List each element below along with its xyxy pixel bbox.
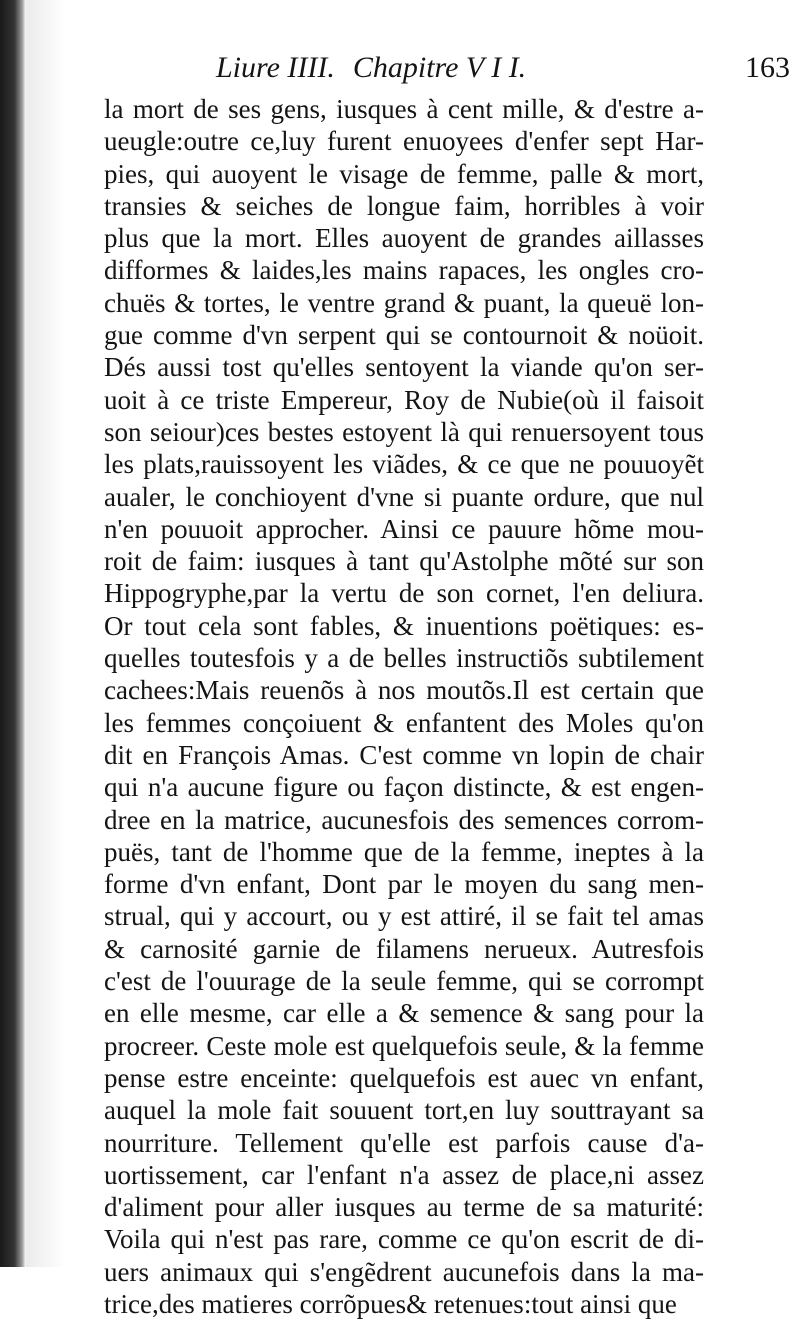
text-line: les femmes conçoiuent & enfantent des Moles qu'on — [104, 707, 704, 738]
text-line: quelles toutesfois y a de belles instructiõs subtilement — [104, 643, 704, 674]
binding-shadow — [26, 0, 66, 1267]
text-line: transies & seiches de longue faim, horribles à voir — [104, 190, 704, 221]
text-line: Dés aussi tost qu'elles sentoyent la viande qu'on ser- — [104, 352, 704, 383]
running-title — [216, 48, 526, 88]
text-line: c'est de l'ouurage de la seule femme, qui se corrompt — [104, 966, 704, 997]
text-line: procreer. Ceste mole est quelquefois seule, & la femme — [104, 1030, 704, 1061]
text-line: dit en François Amas. C'est comme vn lopin de chair — [104, 739, 704, 770]
text-line: & carnosité garnie de filamens nerueux. Autresfois — [104, 933, 704, 964]
text-line: uortissement, car l'enfant n'a assez de place,ni assez — [104, 1159, 704, 1190]
text-line: plus que la mort. Elles auoyent de grandes aillasses — [104, 223, 704, 254]
text-line: n'en pouuoit approcher. Ainsi ce pauure hõme mou- — [104, 513, 704, 544]
text-line: qui n'a aucune figure ou façon distincte, & est engen- — [104, 772, 704, 803]
binding-edge — [0, 0, 26, 1267]
chapter-label: Chapitre V I I. — [352, 51, 527, 84]
text-line: la mort de ses gens, iusques à cent mille, & d'estre a- — [104, 94, 704, 124]
text-line: gue comme d'vn serpent qui se contournoit & noüoit. — [104, 320, 704, 351]
text-line: uers animaux qui s'engẽdrent aucunefois dans la ma- — [104, 1256, 704, 1287]
text-line: trice,des matieres corrõpues& retenues:tout ainsi que — [104, 1288, 677, 1319]
text-line: chuës & tortes, le ventre grand & puant, la queuë lon- — [104, 287, 704, 318]
text-line: Voila qui n'est pas rare, comme ce qu'on escrit de di- — [104, 1224, 704, 1255]
text-line: pies, qui auoyent le visage de femme, palle & mort, — [104, 158, 704, 189]
text-line: pense estre enceinte: quelquefois est auec vn enfant, — [104, 1062, 704, 1093]
text-line: Or tout cela sont fables, & inuentions poëtiques: es- — [104, 610, 704, 641]
text-line: les plats,rauissoyent les viãdes, & ce que ne pouuoyẽt — [104, 449, 704, 480]
running-header — [104, 48, 796, 88]
text-line: cachees:Mais reuenõs à nos moutõs.Il est certain que — [104, 675, 704, 706]
text-line: auquel la mole fait souuent tort,en luy souttrayant sa — [104, 1095, 704, 1126]
text-line: en elle mesme, car elle a & semence & sang pour la — [104, 998, 704, 1029]
text-line: forme d'vn enfant, Dont par le moyen du sang men- — [104, 869, 704, 900]
text-line: roit de faim: iusques à tant qu'Astolphe mõté sur son — [104, 546, 704, 577]
book-label: Liure IIII. — [216, 51, 335, 84]
text-line: nourriture. Tellement qu'elle est parfois cause d'a- — [104, 1127, 704, 1158]
text-line: ueugle:outre ce,luy furent enuoyees d'enfer sept Har- — [104, 126, 704, 157]
text-line: puës, tant de l'homme que de la femme, ineptes à la — [104, 836, 704, 867]
text-line: uoit à ce triste Empereur, Roy de Nubie(où il faisoit — [104, 384, 704, 415]
text-line: d'aliment pour aller iusques au terme de sa maturité: — [104, 1192, 704, 1223]
text-line: Hippogryphe,par la vertu de son cornet, l'en deliura. — [104, 578, 704, 609]
text-line: aualer, le conchioyent d'vne si puante ordure, que nul — [104, 481, 704, 512]
text-line: strual, qui y accourt, ou y est attiré, il se fait tel amas — [104, 901, 704, 932]
text-line: dree en la matrice, aucunesfois des semences corrom- — [104, 804, 704, 835]
page-number: 163 — [745, 51, 790, 84]
body-text — [104, 93, 704, 1320]
text-line: difformes & laides,les mains rapaces, les ongles cro- — [104, 255, 704, 286]
text-line: son seiour)ces bestes estoyent là qui renuersoyent tous — [104, 416, 704, 447]
